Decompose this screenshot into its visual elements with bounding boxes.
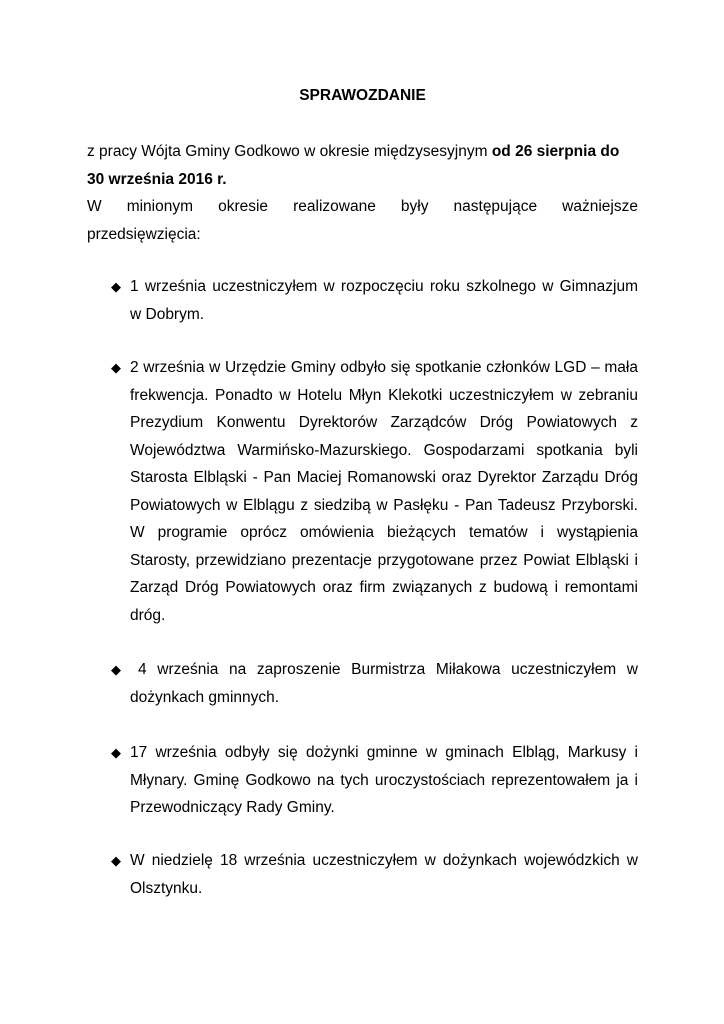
list-item-text: 4 września na zaproszenie Burmistrza Miłakowa uczestniczyłem w dożynkach gminnych. — [130, 661, 638, 706]
list-item — [111, 273, 638, 328]
document-title: SPRAWOZDANIE — [299, 87, 426, 104]
intro-period-start: od 26 sierpnia do — [491, 143, 620, 160]
list-item — [111, 739, 638, 822]
document-page — [87, 0, 638, 1024]
intro-line-2 — [87, 166, 638, 194]
list-item — [111, 354, 638, 629]
list-item-text: W niedzielę 18 września uczestniczyłem w dożynkach wojewódzkich w Olsztynku. — [130, 852, 638, 897]
list-item — [111, 656, 638, 711]
intro-line-1-text: z pracy Wójta Gminy Godkowo w okresie międzysesyjnym — [87, 143, 492, 160]
diamond-bullet-icon: ◆ — [111, 279, 121, 294]
list-item — [111, 847, 638, 902]
diamond-bullet-icon: ◆ — [111, 662, 121, 677]
intro-line-3: W minionym okresie realizowane były następujące ważniejsze — [87, 198, 638, 215]
intro-line-4: przedsięwzięcia: — [87, 225, 201, 243]
intro-period-end: 30 września 2016 r. — [87, 170, 227, 188]
list-item-text: 2 września w Urzędzie Gminy odbyło się spotkanie członków LGD – mała frekwencja. Ponadto w Hotelu Młyn Klekotki uczestniczyłem w zebraniu Prezydium Konwentu Dyrektorów Zarządców Dróg Powiatowych z Województwa Warmińsko-Mazurskiego. Gospodarzami spotkania byli Starosta Elbląski - Pan Maciej Romanowski oraz Dyrektor Zarządu Dróg Powiatowych w Elblągu z siedzibą w Pasłęku - Pan Tadeusz Przyborski. W programie oprócz omówienia bieżących tematów i wystąpienia Starosty, przewidziano prezentacje przygotowane przez Powiat Elbląski i Zarząd Dróg Powiatowych oraz firm związanych z budową i remontami dróg. — [130, 359, 638, 624]
diamond-bullet-icon: ◆ — [111, 853, 121, 868]
diamond-bullet-icon: ◆ — [111, 360, 121, 375]
list-item-text: 17 września odbyły się dożynki gminne w gminach Elbląg, Markusy i Młynary. Gminę Godkowo na tych uroczystościach reprezentowałem ja i Przewodniczący Rady Gminy. — [130, 744, 638, 816]
intro-line-1 — [87, 138, 638, 166]
diamond-bullet-icon: ◆ — [111, 745, 121, 760]
list-item-text: 1 września uczestniczyłem w rozpoczęciu roku szkolnego w Gimnazjum w Dobrym. — [130, 278, 638, 323]
intro-paragraph — [87, 138, 638, 248]
